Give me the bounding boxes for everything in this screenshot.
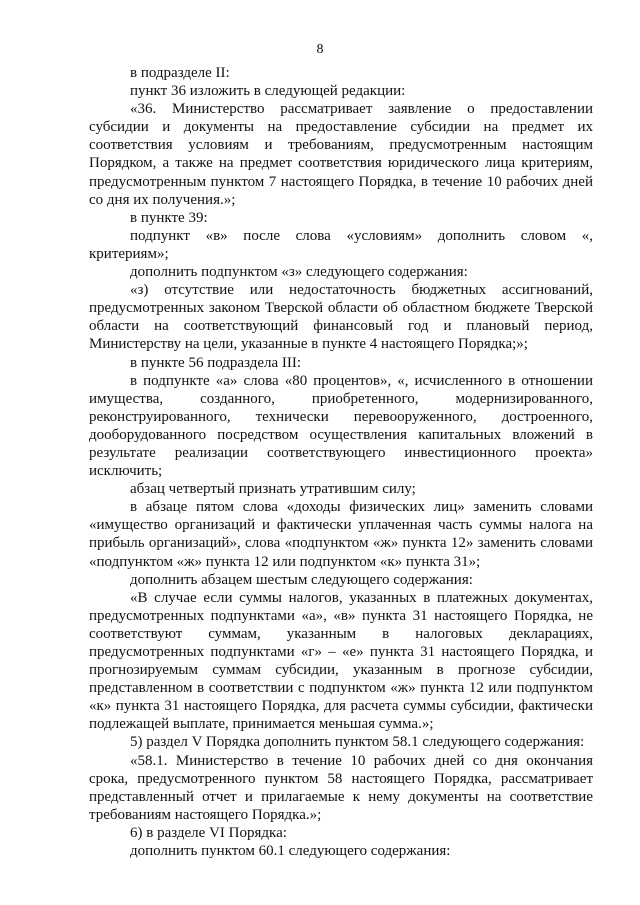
document-body [89, 64, 593, 860]
paragraph: дополнить абзацем шестым следующего содержания: [130, 571, 473, 588]
page-number: 8 [316, 42, 324, 57]
paragraph: в пункте 39: [130, 209, 208, 226]
paragraph: «В случае если суммы налогов, указанных в платежных документах, предусмотренных подпунктами «а», «в» пункта 31 настоящего Порядка, не соответствуют суммам, указанным в налоговых декларациях, предусмотренных подпунктами «г» – «е» пункта 31 настоящего Порядка, и прогнозируемым суммам субсидии, указанным в прогнозе субсидии, представленном в соответствии с подпунктом «ж» пункта 12 или подпунктом «к» пункта 31 настоящего Порядка, для расчета суммы субсидии, фактически подлежащей выплате, принимается меньшая сумма.»; [89, 589, 593, 733]
paragraph: в абзаце пятом слова «доходы физических лиц» заменить словами «имущество организаций и фактически уплаченная часть суммы налога на прибыль организаций», слова «подпунктом «ж» пункта 12» заменить словами «подпунктом «ж» пункта 12 или подпунктом «к» пункта 31»; [89, 499, 593, 570]
paragraph: в подпункте «а» слова «80 процентов», «, исчисленного в отношении имущества, созданного, приобретенного, модернизированного, реконструированного, технически перевооруженного, достроенного, дооборудованного посредством осуществления капитальных вложений в результате реализации соответствующего инвестиционного проекта» исключить; [89, 372, 593, 480]
paragraph: дополнить подпунктом «з» следующего содержания: [130, 264, 468, 281]
paragraph: 6) в разделе VI Порядка: [130, 824, 287, 841]
paragraph: в подразделе II: [130, 65, 230, 81]
paragraph: подпункт «в» после слова «условиям» дополнить словом «, критериям»; [89, 227, 593, 262]
paragraph: 5) раздел V Порядка дополнить пунктом 58.1 следующего содержания: [130, 734, 585, 751]
paragraph: «58.1. Министерство в течение 10 рабочих дней со дня окончания срока, предусмотренного пунктом 58 настоящего Порядка, рассматривает представленный отчет и прилагаемые к нему документы на соответствие требованиям настоящего Порядка.»; [89, 752, 593, 823]
paragraph: «36. Министерство рассматривает заявление о предоставлении субсидии и документы на предоставление субсидии на предмет их соответствия условиям и требованиям, предусмотренным настоящим Порядком, а также на предмет соответствия юридического лица критериям, предусмотренным пунктом 7 настоящего Порядка, в течение 10 рабочих дней со дня их получения.»; [89, 101, 593, 208]
paragraph: в пункте 56 подраздела III: [130, 354, 302, 371]
paragraph: пункт 36 изложить в следующей редакции: [130, 83, 406, 100]
paragraph: «з) отсутствие или недостаточность бюджетных ассигнований, предусмотренных законом Тверской области об областном бюджете Тверской области на соответствующий финансовый год и плановый период, Министерству на цели, указанные в пункте 4 настоящего Порядка;»; [89, 282, 593, 353]
paragraph: абзац четвертый признать утратившим силу; [130, 481, 416, 498]
paragraph: дополнить пунктом 60.1 следующего содержания: [130, 843, 451, 860]
